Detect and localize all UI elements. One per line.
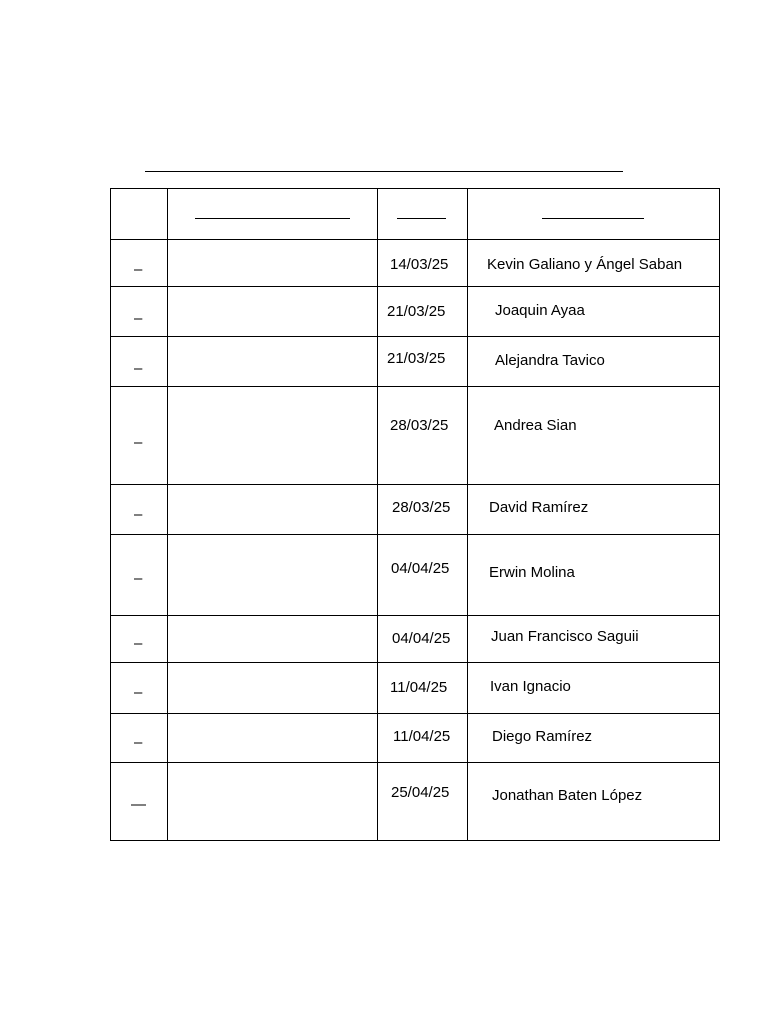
date-text: 28/03/25	[392, 499, 451, 516]
title-underline	[145, 171, 623, 172]
header-underline	[397, 218, 446, 219]
dash-mark: –	[134, 635, 143, 652]
table-row	[111, 714, 720, 763]
name-cell	[468, 763, 720, 841]
topic-cell	[168, 714, 378, 763]
date-text: 04/04/25	[391, 560, 450, 577]
dash-mark: –	[134, 506, 143, 523]
name-cell	[468, 337, 720, 387]
mark-cell	[111, 240, 168, 287]
dash-mark: –	[134, 360, 143, 377]
dash-mark: –	[134, 434, 143, 451]
topic-cell	[168, 535, 378, 616]
name-cell	[468, 387, 720, 485]
topic-cell	[168, 240, 378, 287]
topic-cell	[168, 337, 378, 387]
header-underline	[542, 218, 644, 219]
header-cell-date	[378, 189, 468, 240]
table-row	[111, 485, 720, 535]
date-cell	[378, 240, 468, 287]
name-text: Kevin Galiano y Ángel Saban	[487, 256, 683, 273]
table-row	[111, 663, 720, 714]
name-text: Jonathan Baten López	[492, 787, 643, 804]
date-cell	[378, 714, 468, 763]
mark-cell	[111, 535, 168, 616]
date-text: 04/04/25	[392, 630, 451, 647]
date-text: 11/04/25	[393, 728, 451, 745]
date-cell	[378, 535, 468, 616]
name-text: Erwin Molina	[489, 564, 575, 581]
date-text: 25/04/25	[391, 784, 450, 801]
header-cell-index	[111, 189, 168, 240]
header-cell-name	[468, 189, 720, 240]
date-cell	[378, 485, 468, 535]
topic-cell	[168, 616, 378, 663]
table-row	[111, 616, 720, 663]
date-cell	[378, 616, 468, 663]
topic-cell	[168, 763, 378, 841]
date-text: 14/03/25	[390, 256, 449, 273]
dash-mark: –	[134, 684, 143, 701]
name-cell	[468, 616, 720, 663]
mark-cell	[111, 616, 168, 663]
dash-mark: —	[131, 796, 146, 813]
name-cell	[468, 663, 720, 714]
header-cell-topic	[168, 189, 378, 240]
dash-mark: –	[134, 261, 143, 278]
name-text: Andrea Sian	[494, 417, 577, 434]
table-row	[111, 240, 720, 287]
name-cell	[468, 714, 720, 763]
table-row	[111, 387, 720, 485]
date-text: 28/03/25	[390, 417, 449, 434]
name-cell	[468, 287, 720, 337]
topic-cell	[168, 663, 378, 714]
dash-mark: –	[134, 570, 143, 587]
table-row	[111, 535, 720, 616]
dash-mark: –	[134, 734, 143, 751]
mark-cell	[111, 763, 168, 841]
topic-cell	[168, 387, 378, 485]
mark-cell	[111, 714, 168, 763]
table-row	[111, 763, 720, 841]
name-text: Joaquin Ayaa	[495, 302, 585, 319]
topic-cell	[168, 287, 378, 337]
name-cell	[468, 485, 720, 535]
date-text: 11/04/25	[390, 679, 448, 696]
schedule-table	[110, 188, 720, 841]
name-text: Alejandra Tavico	[495, 352, 605, 369]
topic-cell	[168, 485, 378, 535]
date-cell	[378, 763, 468, 841]
date-text: 21/03/25	[387, 350, 446, 367]
name-text: Ivan Ignacio	[490, 678, 571, 695]
date-cell	[378, 287, 468, 337]
mark-cell	[111, 337, 168, 387]
date-cell	[378, 387, 468, 485]
name-cell	[468, 535, 720, 616]
name-text: Juan Francisco Saguii	[491, 628, 639, 645]
name-cell	[468, 240, 720, 287]
header-row	[111, 189, 720, 240]
name-text: Diego Ramírez	[492, 728, 593, 745]
date-cell	[378, 663, 468, 714]
mark-cell	[111, 387, 168, 485]
table-row	[111, 337, 720, 387]
mark-cell	[111, 287, 168, 337]
header-underline	[195, 218, 350, 219]
date-text: 21/03/25	[387, 303, 446, 320]
mark-cell	[111, 663, 168, 714]
name-text: David Ramírez	[489, 499, 589, 516]
date-cell	[378, 337, 468, 387]
table-row	[111, 287, 720, 337]
mark-cell	[111, 485, 168, 535]
dash-mark: –	[134, 310, 143, 327]
